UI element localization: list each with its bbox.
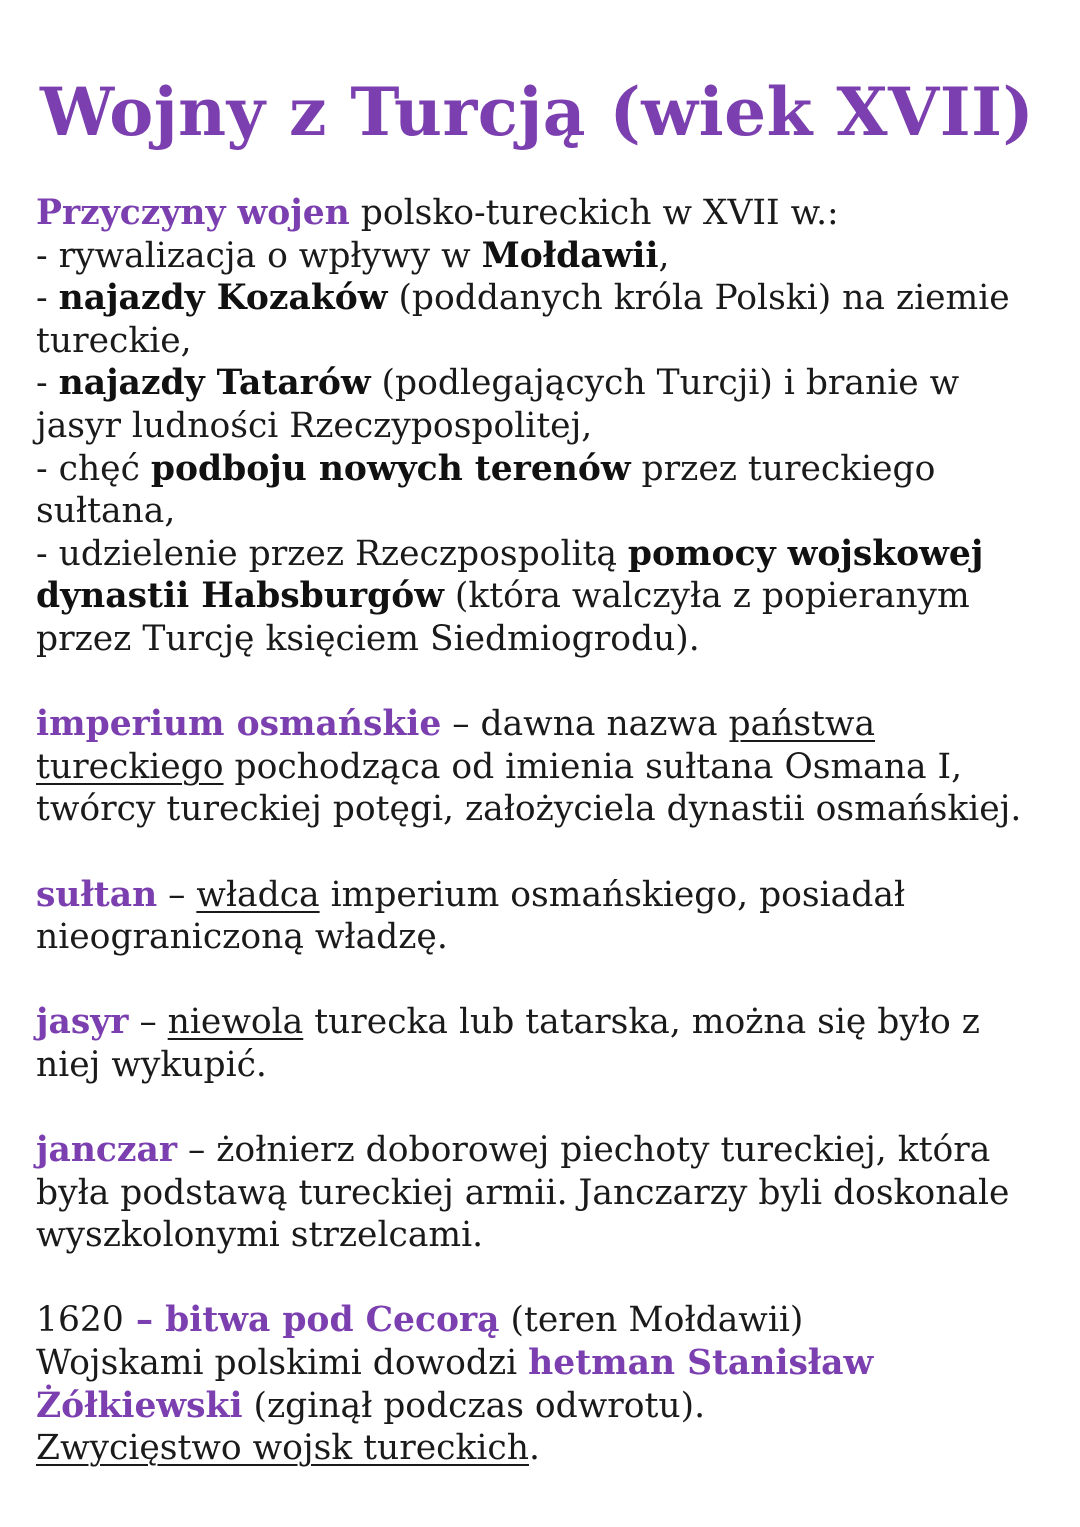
causes-line-2 (36, 235, 1056, 278)
janczar-term: janczar (36, 1130, 178, 1171)
causes-line-10 (36, 575, 1056, 618)
causes-heading-term: Przyczyny wojen (36, 193, 350, 233)
imperium-line-3: twórcy tureckiej potęgi, założyciela dynastii osmańskiej. (36, 789, 1022, 830)
janczar-line-1 (36, 1129, 1056, 1172)
cecora-line-4 (36, 1427, 1056, 1470)
cause-habsburg-text: (która walczyła z popieranym (443, 576, 970, 617)
sultan-underline: władca (196, 874, 320, 915)
causes-line-8: sułtana, (36, 491, 176, 532)
cause-conquest-rest: przez tureckiego (630, 448, 936, 489)
imperium-dash-text: – dawna nazwa (441, 704, 729, 745)
cause-habsburg-bold: dynastii Habsburgów (36, 576, 444, 617)
cecora-hetman-name: hetman Stanisław (528, 1343, 874, 1384)
imperium-line-1 (36, 703, 1056, 746)
cause-conquest-text: - chęć (36, 448, 151, 489)
cecora-line-2 (36, 1342, 1056, 1385)
cause-cossacks-dash: - (36, 278, 59, 319)
causes-line-9 (36, 533, 1056, 576)
page-title: Wojny z Turcją (wiek XVII) (40, 73, 1035, 151)
causes-line-3 (36, 277, 1056, 320)
cecora-outcome: Zwycięstwo wojsk tureckich (36, 1428, 529, 1469)
jasyr-dash: – (128, 1002, 168, 1043)
cause-conquest-bold: podboju nowych terenów (150, 448, 631, 489)
cause-tatars-bold: najazdy Tatarów (58, 363, 371, 404)
cause-moldavia-comma: , (658, 235, 670, 276)
cause-tatars-text: (podlegających Turcji) i branie w (370, 363, 960, 404)
imperium-underline-1: państwa (728, 704, 876, 745)
janczar-line-2: była podstawą tureckiej armii. Janczarzy byli doskonale (36, 1172, 1010, 1213)
sultan-text: imperium osmańskiego, posiadał (319, 874, 906, 915)
jasyr-line-2: niej wykupić. (36, 1044, 267, 1085)
causes-line-5 (36, 362, 1056, 405)
cecora-outcome-period: . (528, 1428, 540, 1469)
definition-imperium (36, 703, 1056, 831)
definition-jasyr (36, 1001, 1056, 1086)
sultan-term: sułtan (36, 874, 158, 915)
cause-tatars-dash: - (36, 363, 59, 404)
imperium-term: imperium osmańskie (36, 704, 442, 745)
cause-moldavia-bold: Mołdawii (481, 235, 659, 276)
sultan-line-2: nieograniczoną władzę. (36, 917, 448, 958)
jasyr-underline: niewola (167, 1002, 304, 1043)
cause-help-bold: pomocy wojskowej (627, 533, 984, 574)
jasyr-term: jasyr (36, 1002, 129, 1043)
causes-line-7 (36, 448, 1056, 491)
definition-janczar (36, 1129, 1056, 1257)
sultan-line-1 (36, 874, 1056, 917)
causes-line-1 (36, 192, 1056, 235)
sultan-dash: – (157, 874, 197, 915)
causes-line-6: jasyr ludności Rzeczypospolitej, (36, 405, 593, 446)
jasyr-text: turecka lub tatarska, można się było z (303, 1002, 980, 1043)
document-page (36, 70, 1056, 1470)
cecora-line-1 (36, 1299, 1056, 1342)
cecora-death-text: (zginął podczas odwrotu). (242, 1385, 706, 1426)
cause-cossacks-bold: najazdy Kozaków (58, 278, 388, 319)
event-cecora (36, 1299, 1056, 1469)
imperium-line-2 (36, 746, 1056, 789)
cecora-hetman-surname: Żółkiewski (36, 1385, 243, 1426)
causes-heading-rest: polsko-tureckich w XVII w.: (349, 193, 839, 233)
definition-sultan (36, 874, 1056, 959)
cecora-event: – bitwa pod Cecorą (123, 1300, 500, 1341)
cause-help-text: - udzielenie przez Rzeczpospolitą (36, 533, 628, 574)
cause-cossacks-text: (poddanych króla Polski) na ziemie (387, 278, 1010, 319)
janczar-text-1: – żołnierz doborowej piechoty tureckiej, która (177, 1130, 991, 1171)
causes-section (36, 192, 1056, 661)
cecora-location: (teren Mołdawii) (499, 1300, 804, 1341)
cause-moldavia-text: - rywalizacja o wpływy w (36, 235, 482, 276)
causes-line-4: tureckie, (36, 320, 192, 361)
cecora-line-3 (36, 1385, 1056, 1428)
imperium-underline-2: tureckiego (36, 746, 224, 787)
imperium-text-2: pochodząca od imienia sułtana Osmana I, (223, 746, 963, 787)
janczar-line-3: wyszkolonymi strzelcami. (36, 1215, 484, 1256)
jasyr-line-1 (36, 1001, 1056, 1044)
cecora-command-text: Wojskami polskimi dowodzi (36, 1343, 529, 1384)
causes-line-11: przez Turcję księciem Siedmiogrodu). (36, 618, 700, 659)
cecora-year: 1620 (36, 1300, 124, 1341)
